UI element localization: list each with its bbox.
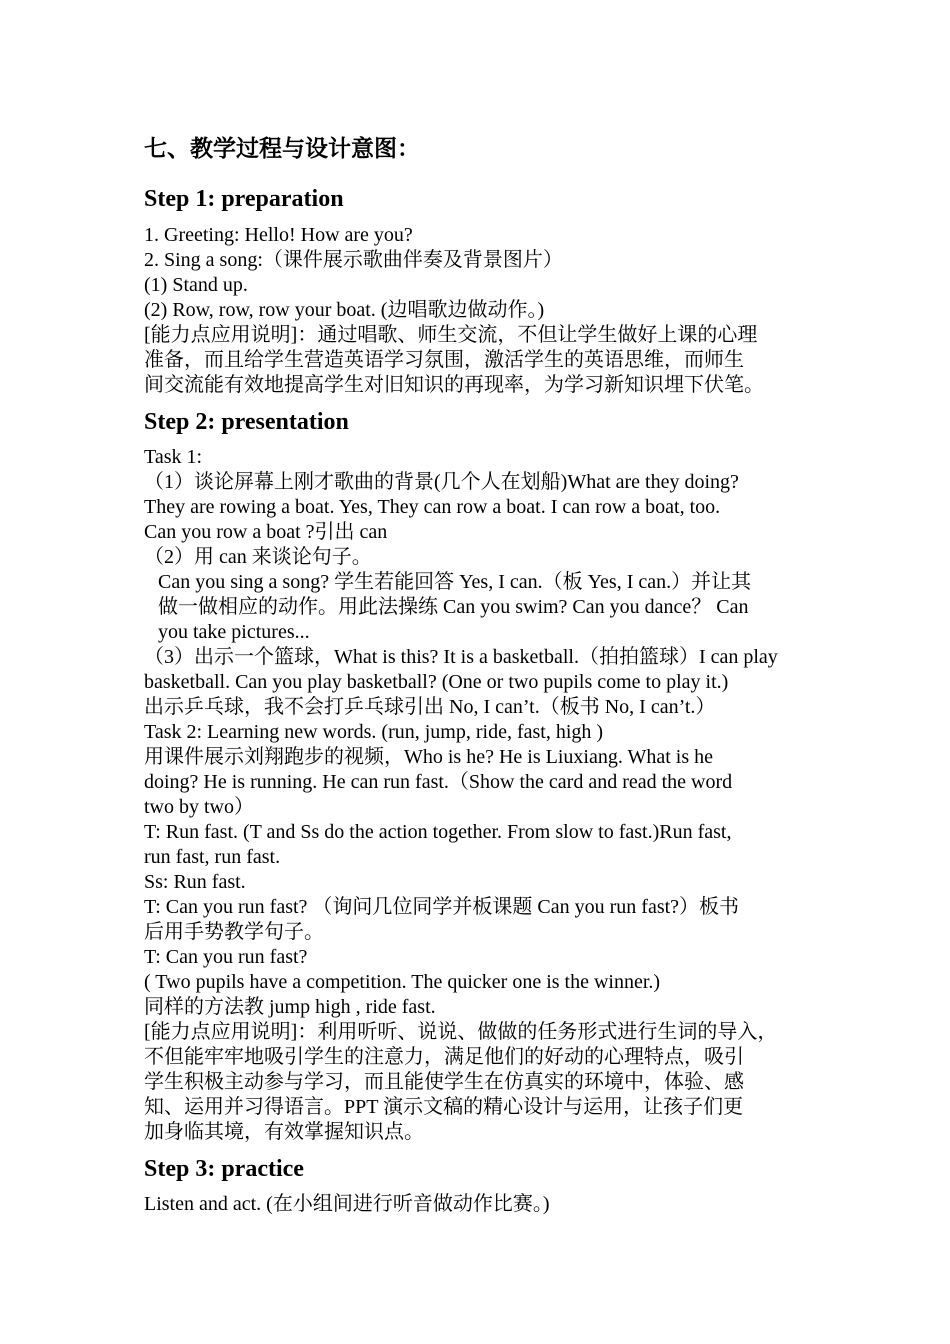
document-page <box>144 132 834 1217</box>
step2-line: （1）谈论屏幕上刚才歌曲的背景(几个人在划船)What are they doing? <box>144 471 739 493</box>
step2-line: ( Two pupils have a competition. The quicker one is the winner.) <box>144 971 661 993</box>
step2-line: 后用手势教学句子。 <box>144 921 324 943</box>
step2-line: 用课件展示刘翔跑步的视频，Who is he? He is Liuxiang. What is he <box>144 746 714 768</box>
step2-line: 同样的方法教 jump high , ride fast. <box>144 996 436 1018</box>
step2-line: Task 1: <box>144 446 203 468</box>
step2-line: 出示乒乓球，我不会打乒乓球引出 No, I can’t.（板书 No, I can’t.） <box>144 696 716 718</box>
step2-line: （3）出示一个篮球，What is this? It is a basketball.（拍拍篮球）I can play <box>144 646 778 668</box>
step2-note-line: 学生积极主动参与学习，而且能使学生在仿真实的环境中，体验、感 <box>144 1071 744 1093</box>
step2-line: two by two） <box>144 796 254 818</box>
step1-heading: Step 1: preparation <box>144 186 344 212</box>
step2-line: Ss: Run fast. <box>144 871 246 893</box>
step2-indented-line: you take pictures... <box>158 621 310 643</box>
step2-line: run fast, run fast. <box>144 846 281 868</box>
step2-line: T: Can you run fast? （询问几位同学并板课题 Can you run fast?）板书 <box>144 896 740 918</box>
step2-note-line: [能力点应用说明]：利用听听、说说、做做的任务形式进行生词的导入， <box>144 1021 778 1043</box>
step1-line: (1) Stand up. <box>144 274 248 296</box>
step2-line: （2）用 can 来谈论句子。 <box>144 546 372 568</box>
section-title: 七、教学过程与设计意图： <box>144 136 420 161</box>
step2-indented-line: Can you sing a song? 学生若能回答 Yes, I can.（板 Yes, I can.）并让其 <box>158 571 752 593</box>
step2-note-line: 不但能牢牢地吸引学生的注意力，满足他们的好动的心理特点，吸引 <box>144 1046 744 1068</box>
step1-line: (2) Row, row, row your boat. (边唱歌边做动作。) <box>144 299 545 321</box>
step2-line: They are rowing a boat. Yes, They can row a boat. I can row a boat, too. <box>144 496 721 518</box>
step2-heading: Step 2: presentation <box>144 409 349 435</box>
step2-line: T: Run fast. (T and Ss do the action together. From slow to fast.)Run fast, <box>144 821 732 843</box>
step1-note-line: 间交流能有效地提高学生对旧知识的再现率，为学习新知识埋下伏笔。 <box>144 374 764 396</box>
step2-line: basketball. Can you play basketball? (One or two pupils come to play it.) <box>144 671 729 693</box>
step1-note-line: [能力点应用说明]：通过唱歌、师生交流，不但让学生做好上课的心理 <box>144 324 758 346</box>
step3-body <box>144 1192 834 1217</box>
step1-line: 2. Sing a song:（课件展示歌曲伴奏及背景图片） <box>144 249 563 271</box>
step2-line: Can you row a boat ?引出 can <box>144 521 388 543</box>
step2-note-line: 知、运用并习得语言。PPT 演示文稿的精心设计与运用，让孩子们更 <box>144 1096 744 1118</box>
step3-heading: Step 3: practice <box>144 1156 304 1182</box>
step3-line: Listen and act. (在小组间进行听音做动作比赛。) <box>144 1193 550 1215</box>
step2-line: doing? He is running. He can run fast.（Show the card and read the word <box>144 771 733 793</box>
step2-body <box>144 445 834 1145</box>
step1-body <box>144 223 834 398</box>
step2-note-line: 加身临其境，有效掌握知识点。 <box>144 1121 424 1143</box>
step1-line: 1. Greeting: Hello! How are you? <box>144 224 413 246</box>
step2-line: Task 2: Learning new words. (run, jump, ride, fast, high ) <box>144 721 604 743</box>
step2-line: T: Can you run fast? <box>144 946 308 968</box>
step2-indented-line: 做一做相应的动作。用此法操练 Can you swim? Can you dance？ Can <box>158 596 749 618</box>
step1-note-line: 准备，而且给学生营造英语学习氛围，激活学生的英语思维，而师生 <box>144 349 744 371</box>
